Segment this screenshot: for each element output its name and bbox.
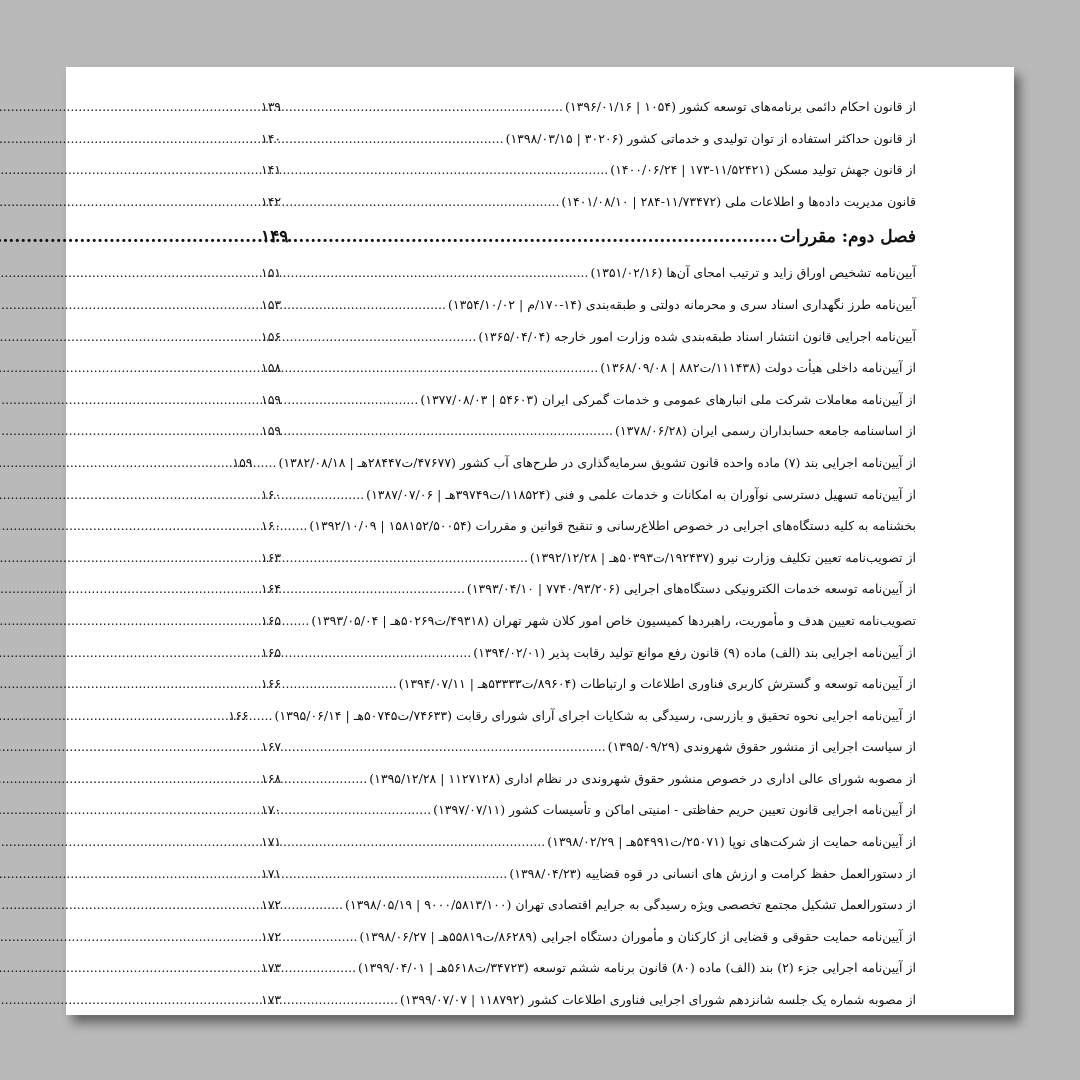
toc-entry[interactable] [261, 352, 916, 384]
dot-leader [299, 826, 545, 858]
toc-entry-page: ۱۴۲ [261, 193, 282, 209]
toc-entry-page: ۱۴۰ [261, 130, 282, 146]
toc-entry-page: ۱۵۹ [232, 454, 253, 470]
dot-leader [299, 921, 358, 953]
toc-entry-title: از آیین‌نامه معاملات شرکت ملی انبارهای عمومی و خدمات گمرکی ایران (۵۴۶۰۳ | ۱۳۷۷/۰۸/۰۳) [420, 391, 916, 407]
toc-entry-title: آیین‌نامه تشخیص اوراق زاید و ترتیب امحای آن‌ها (۱۳۵۱/۰۲/۱۶) [590, 265, 916, 281]
dot-leader [299, 154, 608, 186]
toc-entry-title: تصویب‌نامه تعیین هدف و مأموریت، راهبردها کمیسیون خاص امور کلان شهر تهران (۴۹۳۱۸/ت۵۰۲۶۹هـ | ۱۳۹۳/۰۵/۰۴) [311, 612, 916, 628]
dot-leader [299, 858, 507, 890]
toc-entry-page: ۱۷۳ [261, 960, 282, 976]
toc-entry-page: ۱۵۱ [261, 265, 282, 281]
toc-entry-page: ۱۷۱ [261, 834, 282, 850]
dot-leader [299, 731, 606, 763]
toc-entry-page: ۱۶۶ [261, 676, 282, 692]
dot-leader [299, 91, 563, 123]
toc-entry[interactable] [261, 952, 916, 984]
toc-entry[interactable] [261, 510, 916, 542]
toc-entry-page: ۱۷۱ [261, 865, 282, 881]
dot-leader [299, 352, 598, 384]
dot-leader [299, 257, 589, 289]
toc-entry-page: ۱۷۳ [261, 992, 282, 1008]
dot-leader [299, 763, 367, 795]
dot-leader [299, 637, 471, 669]
toc-entry-title: از دستورالعمل حفظ کرامت و ارزش های انسانی در قوه قضاییه (۱۳۹۸/۰۴/۲۳) [509, 865, 916, 881]
toc-entry[interactable] [261, 794, 916, 826]
section-page: ۱۴۹ [261, 227, 289, 248]
toc-entry-title: از آیین‌نامه توسعه خدمات الکترونیکی دستگاه‌های اجرایی (۷۷۴۰/۹۳/۲۰۶ | ۱۳۹۳/۰۴/۱۰) [466, 581, 916, 597]
toc-entry-page: ۱۵۶ [261, 328, 282, 344]
toc-entry-page: ۱۶۰ [261, 518, 282, 534]
toc-entry-page: ۱۶۵ [261, 612, 282, 628]
toc-entry-page: ۱۵۹ [261, 391, 282, 407]
dot-leader [299, 984, 398, 1016]
dot-leader [303, 217, 778, 257]
toc-entry-page: ۱۷۰ [261, 802, 282, 818]
toc-entry-title: از مصوبه شماره یک جلسه شانزدهم شورای اجرایی فناوری اطلاعات کشور (۱۱۸۷۹۲ | ۱۳۹۹/۰۷/۰۷) [400, 992, 916, 1008]
toc-entry[interactable] [261, 889, 916, 921]
toc-entry-title: از آیین‌نامه توسعه و گسترش کاربری فناوری اطلاعات و ارتباطات (۸۹۶۰۴/ت۵۳۳۳۳هـ | ۱۳۹۴/۰۷/۱۱) [398, 676, 916, 692]
toc-entry-title: از دستورالعمل تشکیل مجتمع تخصصی ویژه رسیدگی به جرایم اقتصادی تهران (۹۰۰۰/۵۸۱۳/۱۰۰ | ۱۳۹۸/۰۵/۱۹) [345, 897, 916, 913]
toc-entry-title: قانون مدیریت داده‌ها و اطلاعات ملی (۱۱/۷۳۴۷۲-۲۸۴ | ۱۴۰۱/۰۸/۱۰) [561, 193, 916, 209]
dot-leader [299, 952, 356, 984]
dot-leader [299, 415, 613, 447]
toc-entry-title: از آیین‌نامه اجرایی بند (۷) ماده واحده قانون تشویق سرمایه‌گذاری در طرح‌های آب کشور (۴۷۶۷۷/ت۲۸۴۴۷هـ | ۱۳۸۲/۰۸/۱۸) [278, 454, 916, 470]
toc-entry[interactable] [261, 731, 916, 763]
toc-entry-page: ۱۶۶ [228, 707, 249, 723]
toc-entry-page: ۱۶۳ [261, 549, 282, 565]
toc-entry-title: از سیاست اجرایی از منشور حقوق شهروندی (۱۳۹۵/۰۹/۲۹) [607, 739, 916, 755]
dot-leader [299, 510, 307, 542]
toc-entry-page: ۱۴۱ [261, 162, 282, 178]
toc-entry-title: از قانون جهش تولید مسکن (۱۱/۵۲۴۲۱-۱۷۳ | ۱۴۰۰/۰۶/۲۴) [610, 162, 916, 178]
toc-entry-title: از آیین‌نامه حمایت حقوقی و قضایی از کارکنان و مأموران دستگاه اجرایی (۸۶۲۸۹/ت۵۵۸۱۹هـ | ۱۳۹۸/۰۶/۲۷) [359, 928, 916, 944]
toc-entry[interactable] [261, 984, 916, 1016]
toc-entry-page: ۱۶۸ [261, 770, 282, 786]
toc-entry-title: از آیین‌نامه اجرایی بند (الف) ماده (۹) قانون رفع موانع تولید رقابت پذیر (۱۳۹۴/۰۲/۰۱) [473, 644, 916, 660]
toc-entry[interactable] [261, 186, 916, 218]
toc-entry[interactable] [228, 700, 916, 732]
toc-entry-title: از آیین‌نامه اجرایی قانون تعیین حریم حفاظتی - امنیتی اماکن و تأسیسات کشور (۱۳۹۷/۰۷/۱۱) [433, 802, 916, 818]
dot-leader [267, 700, 273, 732]
dot-leader [299, 289, 446, 321]
toc-entry[interactable] [261, 321, 916, 353]
toc-entry-title: آیین‌نامه طرز نگهداری اسناد سری و محرمانه دولتی و طبقه‌بندی (۱۴-۱۷۰/م | ۱۳۵۴/۱۰/۰۲) [448, 296, 916, 312]
toc-entry[interactable] [261, 91, 916, 123]
toc-entry-title: از مصوبه شورای عالی اداری در خصوص منشور حقوق شهروندی در نظام اداری (۱۱۲۷۱۲۸ | ۱۳۹۵/۱۲/۲۸) [369, 770, 916, 786]
toc-entry-title: از قانون حداکثر استفاده از توان تولیدی و خدماتی کشور (۳۰۲۰۶ | ۱۳۹۸/۰۳/۱۵) [505, 130, 916, 146]
toc-entry-page: ۱۶۷ [261, 739, 282, 755]
dot-leader [299, 123, 504, 155]
toc-entry[interactable] [261, 542, 916, 574]
dot-leader [299, 186, 559, 218]
toc-entry-title: بخشنامه به کلیه دستگاه‌های اجرایی در خصوص اطلاع‌رسانی و تنقیح قوانین و مقررات (۱۵۸۱۵۲/۵۰۰۵۴ | ۱۳۹۲/۱۰/۰۹) [309, 518, 916, 534]
toc-entry-title: از تصویب‌نامه تعیین تکلیف وزارت نیرو (۱۹۲۴۳۷/ت۵۰۳۹۳هـ | ۱۳۹۲/۱۲/۲۸) [529, 549, 916, 565]
toc-entry-title: از اساسنامه جامعه حسابداران رسمی ایران (۱۳۷۸/۰۶/۲۸) [615, 423, 916, 439]
dot-leader [270, 447, 276, 479]
toc-entry-title: از قانون احکام دائمی برنامه‌های توسعه کشور (۱۰۵۴ | ۱۳۹۶/۰۱/۱۶) [565, 99, 916, 114]
toc-entry-title: از آیین‌نامه حمایت از شرکت‌های نوپا (۲۵۰۷۱/ت۵۴۹۹۱هـ | ۱۳۹۸/۰۲/۲۹) [547, 834, 916, 850]
toc-section-heading[interactable] [261, 217, 916, 257]
toc-entry[interactable] [261, 289, 916, 321]
toc-entry-title: از آیین‌نامه تسهیل دسترسی نوآوران به امکانات و خدمات علمی و فنی (۱۱۸۵۲۴/ت۳۹۷۴۹هـ | ۱۳۸۷/۰۷/۰۶) [366, 486, 916, 502]
dot-leader [299, 321, 476, 353]
toc-entry[interactable] [261, 826, 916, 858]
toc-entry-page: ۱۷۲ [261, 928, 282, 944]
dot-leader [299, 384, 418, 416]
toc-entry[interactable] [261, 668, 916, 700]
toc-entry[interactable] [261, 479, 916, 511]
toc-entry-page: ۱۵۹ [261, 423, 282, 439]
toc-entry[interactable] [261, 921, 916, 953]
toc-entry-page: ۱۵۸ [261, 360, 282, 376]
toc-entry-page: ۱۵۳ [261, 296, 282, 312]
toc-entry-page: ۱۳۹ [261, 99, 282, 114]
toc-entry-page: ۱۶۴ [261, 581, 282, 597]
toc-entry-page: ۱۶۰ [261, 486, 282, 502]
toc-entry[interactable] [261, 858, 916, 890]
toc-entry[interactable] [261, 763, 916, 795]
dot-leader [299, 542, 528, 574]
toc-entry-title: آیین‌نامه اجرایی قانون انتشار اسناد طبقه‌بندی شده وزارت امور خارجه (۱۳۶۵/۰۴/۰۴) [478, 328, 916, 344]
document-page [66, 67, 1014, 1015]
toc-entry[interactable] [261, 123, 916, 155]
table-of-contents [228, 91, 916, 1016]
dot-leader [299, 889, 343, 921]
toc-entry-page: ۱۷۲ [261, 897, 282, 913]
toc-entry[interactable] [261, 573, 916, 605]
toc-entry[interactable] [261, 637, 916, 669]
dot-leader [299, 794, 431, 826]
toc-entry[interactable] [261, 605, 916, 637]
toc-entry-title: از آیین‌نامه اجرایی نحوه تحقیق و بازرسی، رسیدگی به شکایات اجرای آرای شورای رقابت (۷۴۶۳۳/ت۵۰۷۴۵هـ | ۱۳۹۵/۰۶/۱۴) [274, 707, 916, 723]
toc-entry[interactable] [232, 447, 916, 479]
dot-leader [299, 573, 465, 605]
toc-entry-page: ۱۶۵ [261, 644, 282, 660]
section-title: فصل دوم: مقررات [779, 227, 916, 248]
toc-entry[interactable] [261, 257, 916, 289]
toc-entry[interactable] [261, 154, 916, 186]
toc-entry-title: از آیین‌نامه اجرایی جزء (۲) بند (الف) ماده (۸۰) قانون برنامه ششم توسعه (۳۴۷۲۳/ت۵۶۱۸هـ | ۱۳۹۹/۰۴/۰۱) [358, 960, 916, 976]
toc-entry[interactable] [261, 384, 916, 416]
dot-leader [299, 668, 397, 700]
dot-leader [299, 479, 364, 511]
toc-entry-title: از آیین‌نامه داخلی هیأت دولت (۱۱۱۴۳۸/ت۸۸۲ | ۱۳۶۸/۰۹/۰۸) [600, 360, 916, 376]
toc-entry[interactable] [261, 415, 916, 447]
dot-leader [299, 605, 309, 637]
